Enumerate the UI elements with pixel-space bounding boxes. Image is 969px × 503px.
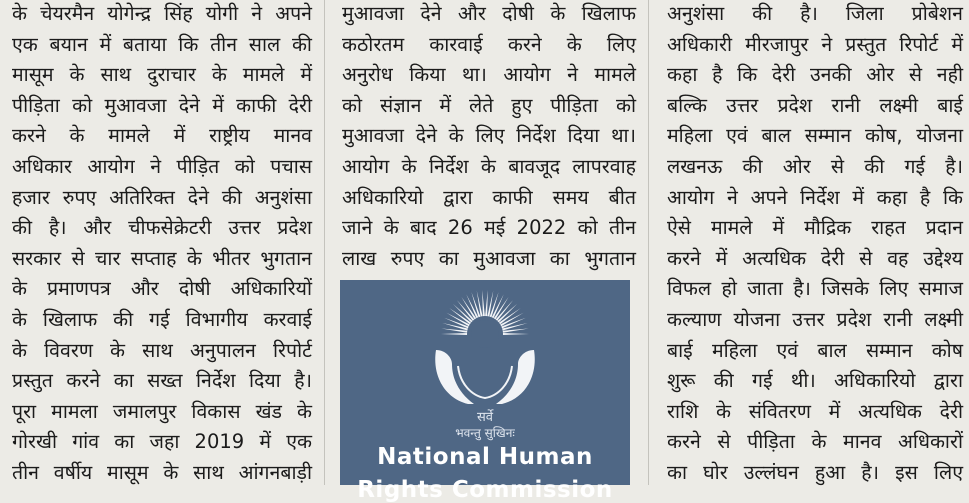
article-line: महिला एवं बाल सम्मान कोष, योजना (667, 124, 963, 148)
emblem-ray (485, 290, 488, 316)
article-line: अनुशंसा की है। जिला प्रोबेशन (667, 2, 963, 25)
emblem-ray (502, 323, 527, 330)
nhrc-logo-image (340, 280, 630, 503)
article-line: करने से पीड़िता के मानव अधिकारों (667, 430, 963, 454)
article-line: राशि के संवितरण में अत्यधिक देरी (667, 399, 963, 423)
column-divider (648, 0, 649, 485)
logo-motto-line-1: सर्वे (476, 410, 494, 425)
article-line: पीड़िता को मुआवजा देने में काफी देरी (12, 93, 312, 117)
article-line: लखनऊ की ओर से की गई है। (667, 155, 963, 178)
emblem-ray (442, 323, 467, 330)
article-line: सरकार से चार सप्ताह के भीतर भुगतान (12, 246, 312, 270)
article-line: कल्याण योजना उत्तर प्रदेश रानी लक्ष्मी (667, 308, 963, 331)
article-line: विफल हो जाता है। जिसके लिए समाज (667, 277, 963, 301)
article-line: को संज्ञान में लेते हुए पीड़िता को (342, 93, 636, 117)
article-line: अधिकारी मीरजापुर ने प्रस्तुत रिपोर्ट में (667, 32, 963, 56)
article-column-3 (655, 0, 969, 485)
article-line: कठोरतम कारवाई करने के लिए (342, 32, 636, 56)
article-line: का घोर उल्लंघन हुआ है। इस लिए (667, 461, 963, 484)
article-line: ऐसे मामले में मौद्रिक राहत प्रदान (667, 216, 963, 240)
article-line: के खिलाफ की गई विभागीय करवाई (12, 308, 312, 331)
article-line: मुआवजा देने के लिए निर्देश दिया था। (342, 124, 636, 148)
article-line: जाने के बाद 26 मई 2022 को तीन (342, 216, 636, 240)
article-line: करने के मामले में राष्ट्रीय मानव (12, 124, 312, 148)
article-line: गोरखी गांव का जहा 2019 में एक (12, 430, 312, 454)
article-line: अधिकारियो द्वारा काफी समय बीत (342, 185, 636, 209)
article-line: पूरा मामला जमालपुर विकास खंड के (12, 399, 312, 423)
article-line: अधिकार आयोग ने पीड़ित को पचास (12, 155, 312, 178)
article-line: शुरू की गई थी। अधिकारियो द्वारा (667, 369, 963, 393)
logo-org-name-cut: Rights Commission (357, 477, 613, 503)
emblem-ray (503, 333, 529, 335)
emblem-ray (441, 333, 467, 335)
article-line: के चेयरमैन योगेन्द्र सिंह योगी ने अपने (12, 2, 312, 25)
article-line: अनुरोध किया था। आयोग ने मामले (342, 63, 636, 87)
article-line: करने में अत्यधिक देरी से वह उद्देश्य (667, 246, 963, 270)
article-line: मासूम के साथ दुराचार के मामले में (12, 63, 312, 87)
article-line: की है। और चीफसेक्रेटरी उत्तर प्रदेश (12, 216, 312, 240)
article-line: के विवरण के साथ अनुपालन रिपोर्ट (12, 338, 312, 362)
article-line: कहा है कि देरी उनकी ओर से नही (667, 63, 963, 87)
column-divider (324, 0, 325, 485)
article-line: हजार रुपए अतिरिक्त देने की अनुशंसा (12, 185, 312, 209)
article-line: मुआवजा देने और दोषी के खिलाफ (342, 2, 636, 25)
article-line: प्रस्तुत करने का सख्त निर्देश दिया है। (12, 369, 312, 393)
article-line: आयोग के निर्देश के बावजूद लापरवाह (342, 155, 636, 178)
article-line: बल्कि उत्तर प्रदेश रानी लक्ष्मी बाई (667, 93, 963, 117)
emblem-ray (482, 290, 485, 316)
article-line: आयोग ने अपने निर्देश में कहा है कि (667, 185, 963, 209)
article-column-1 (0, 0, 318, 485)
article-line: के प्रमाणपत्र और दोषी अधिकारियों (12, 277, 312, 301)
logo-motto-line-2: भवन्तु सुखिनः (455, 426, 515, 440)
article-line: लाख रुपए का मुआवजा का भुगतान (342, 246, 636, 270)
article-line: तीन वर्षीय मासूम के साथ आंगनबाड़ी (12, 461, 312, 484)
logo-org-name: National Human (377, 444, 593, 470)
article-line: बाई महिला एवं बाल सम्मान कोष (667, 338, 963, 362)
article-line: एक बयान में बताया कि तीन साल की (12, 32, 312, 56)
